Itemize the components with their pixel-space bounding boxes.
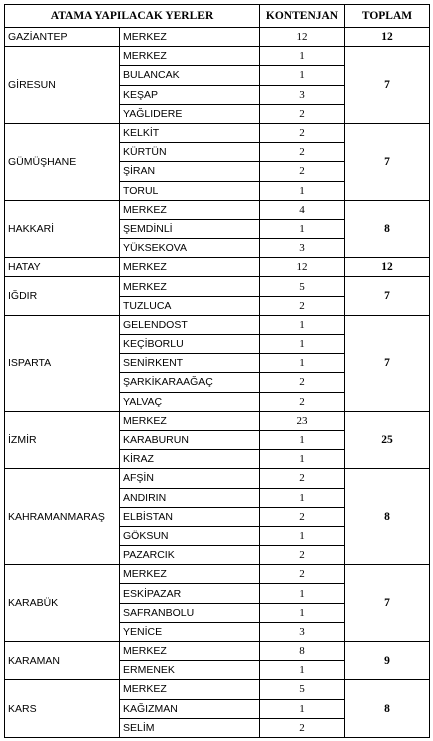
table-row — [5, 315, 430, 334]
province-name: HATAY — [5, 258, 120, 277]
district-name: ESKİPAZAR — [120, 584, 260, 603]
district-name: MERKEZ — [120, 28, 260, 47]
district-name: KÜRTÜN — [120, 143, 260, 162]
province-name: İZMİR — [5, 411, 120, 469]
district-quota: 4 — [260, 200, 345, 219]
district-name: GÖKSUN — [120, 526, 260, 545]
header-row — [5, 5, 430, 28]
district-quota: 1 — [260, 315, 345, 334]
district-name: SENİRKENT — [120, 354, 260, 373]
district-quota: 8 — [260, 642, 345, 661]
district-name: MERKEZ — [120, 680, 260, 699]
district-quota: 2 — [260, 123, 345, 142]
table-body — [5, 28, 430, 738]
province-total: 8 — [345, 680, 430, 738]
district-quota: 3 — [260, 622, 345, 641]
province-total: 12 — [345, 28, 430, 47]
district-quota: 2 — [260, 507, 345, 526]
district-name: YAĞLIDERE — [120, 104, 260, 123]
header-place: ATAMA YAPILACAK YERLER — [5, 5, 260, 28]
province-total: 7 — [345, 277, 430, 315]
province-total: 12 — [345, 258, 430, 277]
table-row — [5, 411, 430, 430]
district-name: KEÇİBORLU — [120, 335, 260, 354]
district-quota: 2 — [260, 104, 345, 123]
table-row — [5, 277, 430, 296]
district-name: ŞEMDİNLİ — [120, 219, 260, 238]
district-quota: 3 — [260, 85, 345, 104]
district-name: SAFRANBOLU — [120, 603, 260, 622]
province-name: GAZİANTEP — [5, 28, 120, 47]
district-quota: 2 — [260, 373, 345, 392]
district-quota: 1 — [260, 47, 345, 66]
district-name: BULANCAK — [120, 66, 260, 85]
district-quota: 2 — [260, 565, 345, 584]
district-name: MERKEZ — [120, 277, 260, 296]
assignment-table-document — [4, 4, 429, 738]
district-quota: 1 — [260, 450, 345, 469]
district-quota: 1 — [260, 335, 345, 354]
district-name: SELİM — [120, 718, 260, 737]
district-quota: 23 — [260, 411, 345, 430]
district-name: ŞİRAN — [120, 162, 260, 181]
province-name: GİRESUN — [5, 47, 120, 124]
province-total: 25 — [345, 411, 430, 469]
table-row — [5, 642, 430, 661]
district-name: GELENDOST — [120, 315, 260, 334]
table-row — [5, 258, 430, 277]
province-name: KAHRAMANMARAŞ — [5, 469, 120, 565]
district-name: KELKİT — [120, 123, 260, 142]
district-name: KAĞIZMAN — [120, 699, 260, 718]
district-quota: 1 — [260, 354, 345, 373]
province-total: 7 — [345, 565, 430, 642]
province-total: 7 — [345, 123, 430, 200]
province-name: HAKKARİ — [5, 200, 120, 258]
district-name: MERKEZ — [120, 47, 260, 66]
province-total: 7 — [345, 47, 430, 124]
district-name: KARABURUN — [120, 430, 260, 449]
province-total: 8 — [345, 200, 430, 258]
district-quota: 2 — [260, 718, 345, 737]
district-name: KİRAZ — [120, 450, 260, 469]
district-name: ANDIRIN — [120, 488, 260, 507]
district-quota: 1 — [260, 526, 345, 545]
district-quota: 1 — [260, 219, 345, 238]
district-quota: 1 — [260, 661, 345, 680]
district-name: MERKEZ — [120, 258, 260, 277]
district-quota: 2 — [260, 162, 345, 181]
district-quota: 2 — [260, 143, 345, 162]
district-quota: 1 — [260, 603, 345, 622]
table-row — [5, 47, 430, 66]
assignment-table — [4, 4, 430, 738]
province-name: KARS — [5, 680, 120, 738]
district-quota: 2 — [260, 392, 345, 411]
table-row — [5, 680, 430, 699]
province-name: KARABÜK — [5, 565, 120, 642]
district-name: TORUL — [120, 181, 260, 200]
district-name: AFŞİN — [120, 469, 260, 488]
district-name: ELBİSTAN — [120, 507, 260, 526]
district-quota: 12 — [260, 28, 345, 47]
province-total: 8 — [345, 469, 430, 565]
table-row — [5, 123, 430, 142]
district-name: MERKEZ — [120, 411, 260, 430]
district-name: MERKEZ — [120, 565, 260, 584]
district-quota: 5 — [260, 277, 345, 296]
district-name: KEŞAP — [120, 85, 260, 104]
province-name: IĞDIR — [5, 277, 120, 315]
province-total: 7 — [345, 315, 430, 411]
district-name: YÜKSEKOVA — [120, 239, 260, 258]
district-name: MERKEZ — [120, 200, 260, 219]
table-row — [5, 28, 430, 47]
province-total: 9 — [345, 642, 430, 680]
province-name: ISPARTA — [5, 315, 120, 411]
district-name: PAZARCIK — [120, 546, 260, 565]
district-quota: 2 — [260, 546, 345, 565]
table-row — [5, 469, 430, 488]
province-name: GÜMÜŞHANE — [5, 123, 120, 200]
district-name: YALVAÇ — [120, 392, 260, 411]
district-quota: 2 — [260, 296, 345, 315]
table-row — [5, 200, 430, 219]
district-quota: 1 — [260, 488, 345, 507]
district-name: TUZLUCA — [120, 296, 260, 315]
table-row — [5, 565, 430, 584]
district-quota: 1 — [260, 699, 345, 718]
district-name: ŞARKİKARAAĞAÇ — [120, 373, 260, 392]
district-quota: 1 — [260, 181, 345, 200]
district-quota: 3 — [260, 239, 345, 258]
province-name: KARAMAN — [5, 642, 120, 680]
district-name: YENİCE — [120, 622, 260, 641]
district-quota: 1 — [260, 66, 345, 85]
header-quota: KONTENJAN — [260, 5, 345, 28]
header-total: TOPLAM — [345, 5, 430, 28]
district-quota: 2 — [260, 469, 345, 488]
district-quota: 1 — [260, 584, 345, 603]
district-quota: 1 — [260, 430, 345, 449]
district-quota: 12 — [260, 258, 345, 277]
district-quota: 5 — [260, 680, 345, 699]
district-name: ERMENEK — [120, 661, 260, 680]
district-name: MERKEZ — [120, 642, 260, 661]
